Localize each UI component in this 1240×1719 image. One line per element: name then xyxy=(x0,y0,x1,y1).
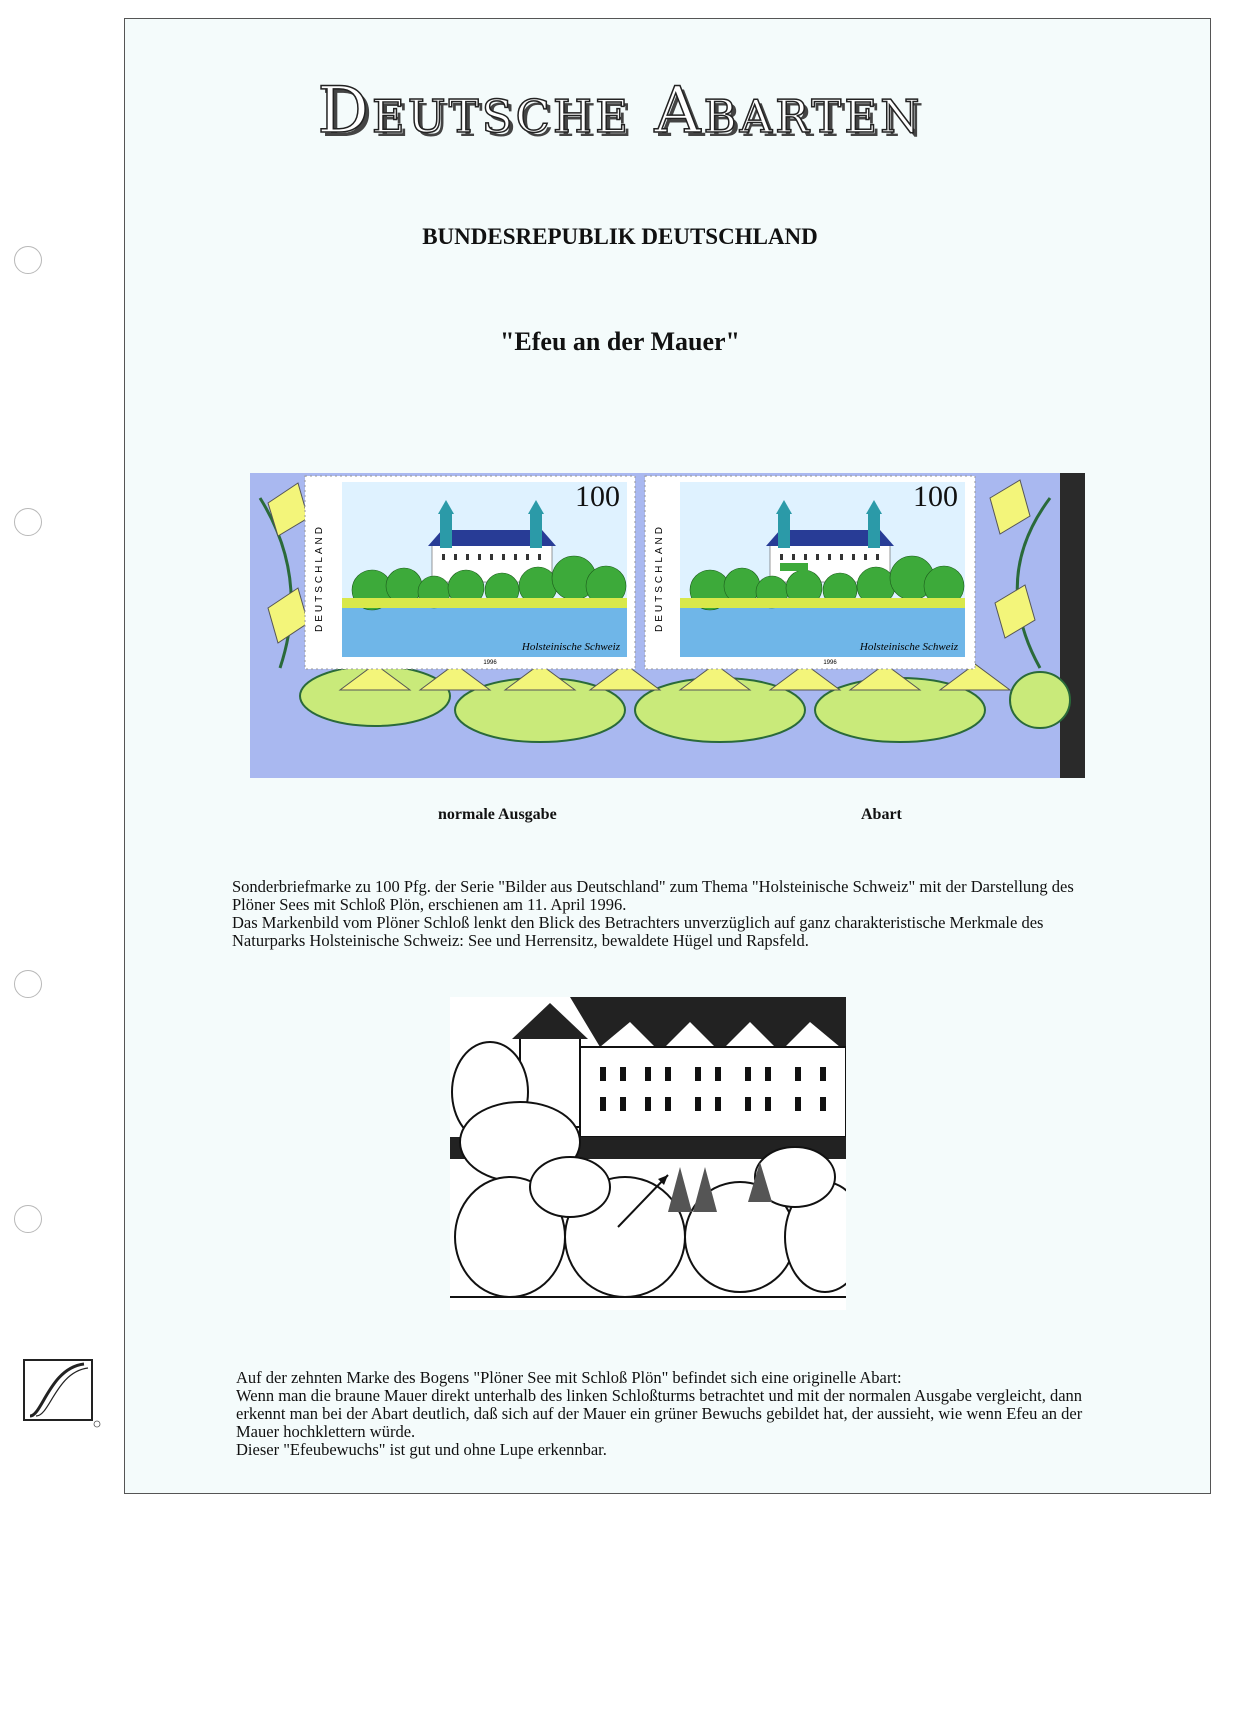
stamp-description xyxy=(232,878,1102,950)
explanation-paragraph: Auf der zehnten Marke des Bogens "Plöner See mit Schloß Plön" befindet sich eine originelle Abart: xyxy=(236,1368,902,1387)
punch-hole xyxy=(14,508,42,536)
description-paragraph: Sonderbriefmarke zu 100 Pfg. der Serie "Bilder aus Deutschland" zum Thema "Holsteinische Schweiz" mit der Darstellung des Plöner Sees mit Schloß Plön, erschienen am 11. April 1996. xyxy=(232,877,1074,914)
explanation-paragraph: Wenn man die braune Mauer direkt unterhalb des linken Schloßturms betrachtet und mit der normalen Ausgabe vergleicht, dann erkennt man bei der Abart deutlich, daß sich auf der Mauer ein grüner Bewuchs gebildet hat, der aussieht, wie wenn Efeu an der Mauer hochklettern würde. xyxy=(236,1386,1083,1441)
stamp-value: 100 xyxy=(575,480,620,513)
stamp-year: 1996 xyxy=(823,660,837,666)
description-paragraph: Das Markenbild vom Plöner Schloß lenkt den Blick des Betrachters unverzüglich auf ganz charakteristische Merkmale des Naturparks Holsteinische Schweiz: See und Herrensitz, bewaldete Hügel und Rapsfeld. xyxy=(232,913,1044,950)
label-variety: Abart xyxy=(861,806,902,823)
country-heading: BUNDESREPUBLIK DEUTSCHLAND xyxy=(422,224,818,249)
stamp-pair xyxy=(250,468,1085,778)
explanation-paragraph: Dieser "Efeubewuchs" ist gut und ohne Lupe erkennbar. xyxy=(236,1440,607,1459)
variety-explanation xyxy=(236,1369,1106,1459)
detail-drawing xyxy=(450,997,846,1310)
stamp-caption: Holsteinische Schweiz xyxy=(521,641,620,653)
label-normal: normale Ausgabe xyxy=(438,806,557,823)
punch-hole xyxy=(14,246,42,274)
variety-title: "Efeu an der Mauer" xyxy=(500,327,740,356)
punch-hole xyxy=(14,1205,42,1233)
stamp-value: 100 xyxy=(913,480,958,513)
stamp-caption: Holsteinische Schweiz xyxy=(859,641,958,653)
stamp-country-text: DEUTSCHLAND xyxy=(314,523,325,633)
page-title: Deutsche Abarten xyxy=(317,74,923,148)
stamp-year: 1996 xyxy=(483,660,497,666)
punch-hole xyxy=(14,970,42,998)
ivy-variety-mark xyxy=(780,563,808,571)
publisher-logo-icon xyxy=(22,1358,102,1428)
stamp-country-text: DEUTSCHLAND xyxy=(654,523,665,633)
